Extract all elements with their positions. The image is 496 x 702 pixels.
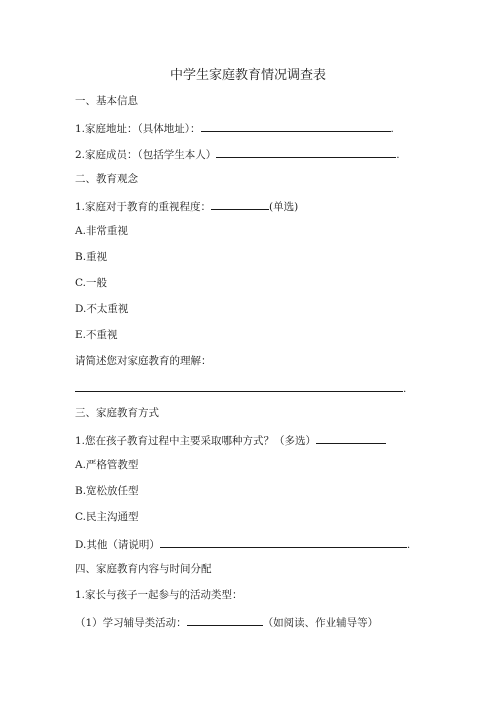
question-label: 1.家庭对于教育的重视程度： xyxy=(75,201,212,213)
document-title: 中学生家庭教育情况调查表 xyxy=(169,68,326,83)
question-label: 1.您在孩子教育过程中主要采取哪种方式？（多选） xyxy=(75,435,317,447)
answer-blank[interactable] xyxy=(201,120,391,132)
question-importance xyxy=(75,198,298,214)
section-heading-concept: 二、教育观念 xyxy=(75,173,138,185)
answer-blank[interactable] xyxy=(187,614,263,626)
option-c: C.民主沟通型 xyxy=(75,511,139,523)
question-family-address xyxy=(75,120,394,136)
option-b: B.重视 xyxy=(75,251,108,263)
option-a: A.非常重视 xyxy=(75,225,128,237)
answer-blank[interactable] xyxy=(160,536,407,548)
question-activities: 1.家长与孩子一起参与的活动类型： xyxy=(75,589,243,601)
line-end-mark: . xyxy=(406,539,411,551)
option-b: B.宽松放任型 xyxy=(75,485,139,497)
question-suffix: (单选) xyxy=(269,201,299,213)
question-family-members xyxy=(75,146,400,162)
option-c: C.一般 xyxy=(75,277,107,289)
question-label: 2.家庭成员：（包括学生本人） xyxy=(75,149,217,161)
answer-blank[interactable] xyxy=(75,380,403,392)
option-d-other xyxy=(75,536,410,552)
section-heading-method: 三、家庭教育方式 xyxy=(75,407,159,419)
answer-blank[interactable] xyxy=(211,198,269,210)
option-e: E.不重视 xyxy=(75,329,118,341)
answer-blank[interactable] xyxy=(316,432,386,444)
option-label: D.其他（请说明） xyxy=(75,539,160,551)
question-method xyxy=(75,432,386,448)
answer-blank[interactable] xyxy=(216,146,396,158)
option-d: D.不太重视 xyxy=(75,303,129,315)
section-heading-content: 四、家庭教育内容与时间分配 xyxy=(75,563,212,575)
line-end-mark: . xyxy=(396,149,400,161)
question-label: 1.家庭地址：（具体地址）： xyxy=(75,123,201,135)
sub-question-study xyxy=(75,614,378,630)
line-end-mark: . xyxy=(390,123,394,135)
question-label: （1）学习辅导类活动： xyxy=(75,617,187,629)
line-end-mark: . xyxy=(403,383,407,395)
option-a: A.严格管教型 xyxy=(75,459,139,471)
question-understanding: 请简述您对家庭教育的理解： xyxy=(75,355,212,367)
question-suffix: （如阅读、作业辅导等） xyxy=(262,617,379,629)
section-heading-basic: 一、基本信息 xyxy=(75,95,138,107)
understanding-answer-line xyxy=(75,380,406,396)
